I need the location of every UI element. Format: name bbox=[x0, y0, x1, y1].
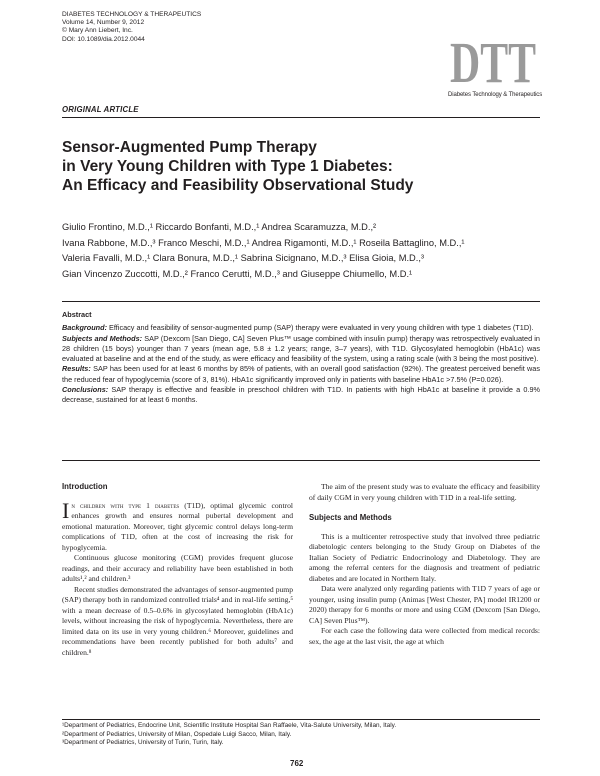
journal-logo bbox=[448, 30, 543, 110]
body-left-column bbox=[62, 482, 293, 658]
title-line: in Very Young Children with Type 1 Diabetes: bbox=[62, 158, 393, 175]
intro-paragraph: In children with type 1 diabetes (T1D), optimal glycemic control enhances growth and ensures normal pubertal development and emotional maturation. Moreover, tight glycemic control delays long-term complications of T1D, often at the cost of increasing the risk for hypoglycemia. bbox=[62, 497, 293, 552]
dtt-logo-icon bbox=[448, 30, 540, 90]
journal-info bbox=[62, 11, 201, 44]
abstract-methods: Subjects and Methods: SAP (Dexcom [San Diego, CA] Seven Plus™ usage combined with insulin pump) therapy was retrospectively evaluated in 28 children (15 boys) younger than 7 years (mean age, 5.8 ± 1.2 years; range, 3–7 years), with T1D. Glycosylated hemoglobin (HbA1c) was evaluated at baseline and at the end of the study, as were efficacy and feasibility of the system, using a rating scale (with 3 being the most positive). bbox=[62, 333, 540, 364]
journal-doi: DOI: 10.1089/dia.2012.0044 bbox=[62, 35, 145, 43]
methods-paragraph: This is a multicenter retrospective study that involved three pediatric diabetologic centers belonging to the Study Group on Diabetes of the Italian Society of Pediatric Endocrinology and Diabetology. They are among the referral centers for the diagnosis and treatment of pediatric diabetes and are located in Northern Italy. bbox=[309, 531, 540, 583]
methods-heading: Subjects and Methods bbox=[309, 513, 392, 522]
abstract-heading: Abstract bbox=[62, 310, 92, 319]
section-label: ORIGINAL ARTICLE bbox=[62, 105, 139, 114]
abstract-background: Background: Efficacy and feasibility of sensor-augmented pump (SAP) therapy were evaluated in very young children with type 1 diabetes (T1D). bbox=[62, 323, 534, 333]
lead-caps: n children with type 1 diabetes bbox=[71, 500, 180, 510]
author-line: Valeria Favalli, M.D.,¹ Clara Bonura, M.D.,¹ Sabrina Sicignano, M.D.,³ Elisa Gioia, M.D.,³ bbox=[62, 253, 424, 263]
abstract-top-divider bbox=[62, 301, 540, 302]
affiliation-line: ¹Department of Pediatrics, Endocrine Unit, Scientific Institute Hospital San Raffaele, Vita-Salute University, Milan, Italy. bbox=[62, 722, 397, 729]
affiliation-line: ²Department of Pediatrics, University of Milan, Ospedale Luigi Sacco, Milan, Italy. bbox=[62, 730, 292, 738]
journal-volume: Volume 14, Number 9, 2012 bbox=[62, 19, 145, 27]
author-line: Ivana Rabbone, M.D.,³ Franco Meschi, M.D.,¹ Andrea Rigamonti, M.D.,¹ Roseila Battaglino, M.D.,¹ bbox=[62, 237, 465, 248]
introduction-heading: Introduction bbox=[62, 482, 108, 491]
drop-cap: I bbox=[62, 497, 70, 523]
article-title bbox=[62, 138, 413, 195]
title-line: An Efficacy and Feasibility Observational Study bbox=[62, 177, 414, 194]
header-divider bbox=[62, 117, 540, 118]
aim-paragraph: The aim of the present study was to evaluate the efficacy and feasibility of daily CGM in very young children with T1D in a real-life setting. bbox=[309, 482, 540, 502]
abstract-bottom-divider bbox=[62, 460, 540, 461]
methods-paragraph: Data were analyzed only regarding patients with T1D 7 years of age or younger, using insulin pump (Animas [West Chester, PA] model IR1200 or 2020) therapy for 6 months or more and using CGM (Dexcom [San Diego, CA] Seven Plus™). bbox=[309, 584, 540, 625]
journal-logo-subtitle: Diabetes Technology & Therapeutics bbox=[448, 92, 543, 98]
page-number: 762 bbox=[290, 759, 304, 768]
methods-paragraph: For each case the following data were collected from medical records: sex, the age at the last visit, the age at which bbox=[309, 626, 540, 646]
abstract-conclusions: Conclusions: SAP therapy is effective and feasible in preschool children with T1D. In patients with high HbA1c at baseline it provide a 0.9% decrease, sustained for at least 6 months. bbox=[62, 385, 540, 405]
affiliation-line: ³Department of Pediatrics, University of Turin, Turin, Italy. bbox=[62, 739, 224, 747]
author-line: Giulio Frontino, M.D.,¹ Riccardo Bonfanti, M.D.,¹ Andrea Scaramuzza, M.D.,² bbox=[62, 222, 377, 232]
author-line: Gian Vincenzo Zuccotti, M.D.,² Franco Cerutti, M.D.,³ and Giuseppe Chiumello, M.D.¹ bbox=[62, 268, 413, 279]
title-line: Sensor-Augmented Pump Therapy bbox=[62, 139, 317, 156]
body-right-column bbox=[309, 482, 540, 647]
affiliations-divider bbox=[62, 719, 540, 720]
affiliations bbox=[62, 722, 396, 748]
intro-paragraph: Recent studies demonstrated the advantages of sensor-augmented pump (SAP) therapy both in randomized controlled trials⁴ and in real-life setting,⁵ with a mean decrease of 0.5–0.6% in glycosylated hemoglobin (HbA1c) levels, without increasing the risk of hypoglycemia. Nevertheless, there are limited data on its use in very young children.⁶ Moreover, guidelines and recommendations have been recently published for both adults⁷ and children.⁸ bbox=[62, 584, 293, 657]
intro-paragraph: Continuous glucose monitoring (CGM) provides frequent glucose readings, and their accuracy and reliability have been established in both adults¹,² and children.³ bbox=[62, 553, 293, 583]
journal-copyright: © Mary Ann Liebert, Inc. bbox=[62, 27, 133, 35]
journal-name: DIABETES TECHNOLOGY & THERAPEUTICS bbox=[62, 11, 202, 18]
svg-text:DTT: DTT bbox=[450, 30, 536, 90]
author-list bbox=[62, 220, 465, 282]
abstract bbox=[62, 310, 540, 406]
abstract-results: Results: SAP has been used for at least 6 months by 85% of patients, with an overall good satisfaction (92%). The greatest perceived benefit was the reduced fear of hypoglycemia (score of 3, 81%). HbA1c significantly improved only in patients with baseline HbA1c >7.5% (P=0.026). bbox=[62, 364, 540, 384]
